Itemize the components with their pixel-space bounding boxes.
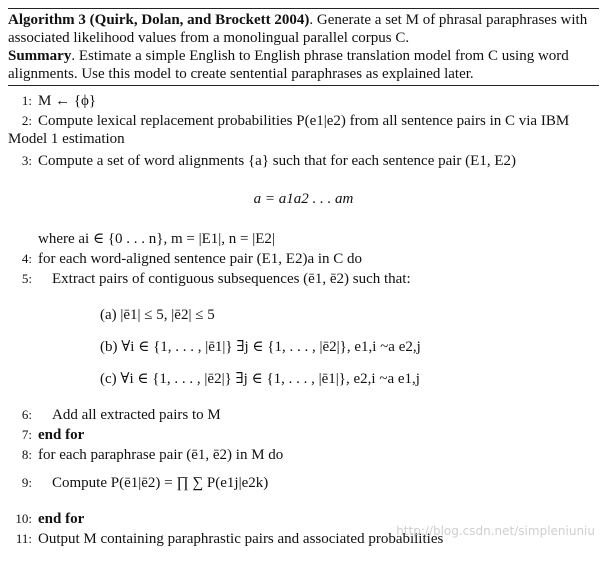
step-number: 8:: [21, 447, 32, 462]
step-text: Output M containing paraphrastic pairs and associated probabilities: [38, 531, 444, 547]
step-text: Add all extracted pairs to M: [52, 407, 221, 423]
step-text: Compute lexical replacement probabilities P(e1|e2) from all sentence pairs in C via IBM Model 1 estimation: [8, 113, 570, 147]
step-text: end for: [38, 511, 85, 527]
algorithm-steps: [8, 88, 599, 508]
step-number: 3:: [21, 153, 32, 168]
step-10: [8, 510, 84, 528]
step-number: 4:: [21, 251, 32, 266]
alignment-equation: a = a1a2 . . . am: [253, 191, 354, 207]
summary-text: . Estimate a simple English to English phrase translation model from C using word alignments. Use this model to create sentential paraphrases as explained later.: [8, 48, 569, 82]
step-5: [8, 270, 411, 288]
step-4: [8, 250, 362, 268]
step-number: 2:: [21, 113, 32, 128]
step-text: for each paraphrase pair (ē1, ē2) in M do: [38, 447, 284, 463]
step-number: 9:: [21, 475, 32, 490]
algorithm-title: Algorithm 3 (Quirk, Dolan, and Brockett 2004): [8, 12, 310, 28]
algorithm-header: [8, 9, 599, 85]
step-number: 10:: [15, 511, 32, 526]
step-text: end for: [38, 427, 85, 443]
algorithm-steps-end: [8, 510, 599, 570]
step-number: 7:: [21, 427, 32, 442]
condition-a: (a) |ē1| ≤ 5, |ē2| ≤ 5: [100, 307, 215, 323]
step-text: Compute P(ē1|ē2) = ∏ ∑ P(e1j|e2k): [52, 475, 269, 491]
step-number: 1:: [21, 93, 32, 108]
step-7: [8, 426, 84, 444]
step-text: M ← {ϕ}: [38, 93, 97, 109]
step-number: 6:: [21, 407, 32, 422]
condition-b: (b) ∀i ∈ {1, . . . , |ē1|} ∃j ∈ {1, . . . , |ē2|}, e1,i ~a e2,j: [100, 339, 421, 355]
watermark: http://blog.csdn.net/simpleniuniu: [396, 524, 595, 538]
step-8: [8, 446, 283, 464]
step-text: Extract pairs of contiguous subsequences (ē1, ē2) such that:: [52, 271, 411, 287]
algorithm-title-rest: . Generate a set M of phrasal paraphrases with associated likelihood values from a monolingual parallel corpus C.: [8, 12, 588, 46]
step-text: Compute a set of word alignments {a} such that for each sentence pair (E1, E2): [38, 153, 516, 169]
step-9: [8, 474, 268, 492]
summary-label: Summary: [8, 48, 72, 64]
where-clause: where ai ∈ {0 . . . n}, m = |E1|, n = |E2|: [38, 231, 275, 247]
step-6: [8, 406, 221, 424]
step-text: for each word-aligned sentence pair (E1, E2)a in C do: [38, 251, 363, 267]
step-1: [8, 92, 96, 110]
header-rule: [8, 85, 599, 86]
step-3: [8, 152, 516, 170]
step-number: 11:: [15, 531, 32, 546]
step-2: [8, 112, 598, 148]
step-11: [8, 530, 443, 548]
condition-c: (c) ∀i ∈ {1, . . . , |ē2|} ∃j ∈ {1, . . . , |ē1|}, e2,i ~a e1,j: [100, 371, 420, 387]
step-number: 5:: [21, 271, 32, 286]
